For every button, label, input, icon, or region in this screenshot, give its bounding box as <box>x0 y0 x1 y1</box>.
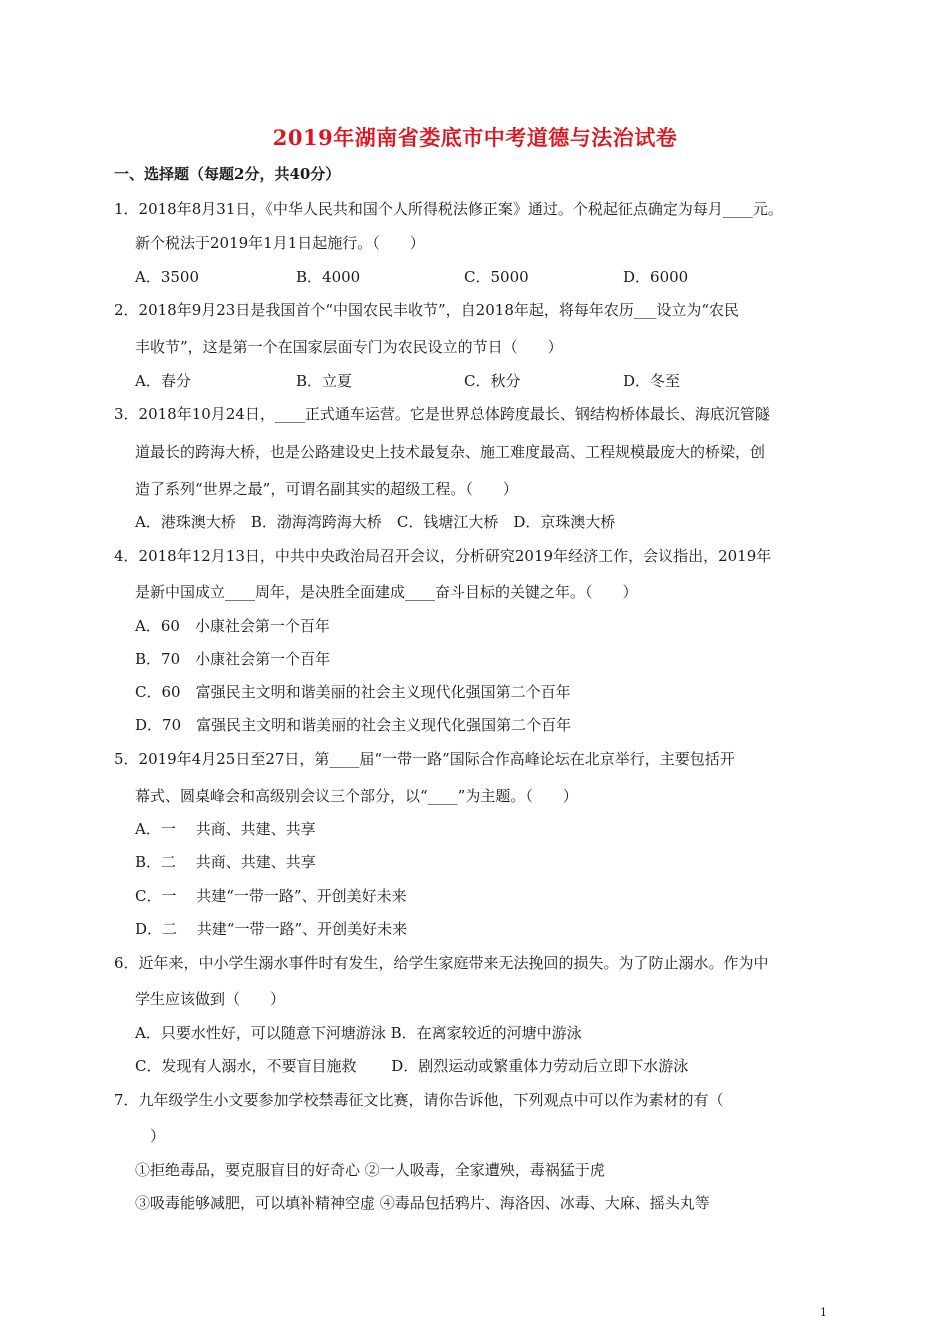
question-6-line-2: 学生应该做到（ ） <box>135 990 286 1008</box>
question-5-option-b: B．二 共商、共建、共享 <box>135 853 316 871</box>
question-3-options: A．港珠澳大桥 B．渤海湾跨海大桥 C．钱塘江大桥 D．京珠澳大桥 <box>135 513 616 531</box>
document-title: 2019年湖南省娄底市中考道德与法治试卷 <box>272 125 678 150</box>
question-7-line-1: 7．九年级学生小文要参加学校禁毒征文比赛，请你告诉他，下列观点中可以作为素材的有（ <box>114 1091 724 1109</box>
question-1-line-1: 1．2018年8月31日，《中华人民共和国个人所得税法修正案》通过。个税起征点确定为每月____元。 <box>114 200 783 218</box>
page-number: 1 <box>820 1306 827 1319</box>
question-1-option-b: B．4000 <box>296 268 361 286</box>
question-5-option-d: D．二 共建“一带一路”、开创美好未来 <box>135 920 408 938</box>
question-1-line-2: 新个税法于2019年1月1日起施行。（ ） <box>135 234 425 252</box>
question-7-line-2: ） <box>135 1127 166 1145</box>
question-4-line-1: 4．2018年12月13日，中共中央政治局召开会议，分析研究2019年经济工作，会议指出，2019年 <box>114 547 772 565</box>
question-3-line-1: 3．2018年10月24日，____正式通车运营。它是世界总体跨度最长、钢结构桥体最长、海底沉管隧 <box>114 405 770 423</box>
question-1-option-c: C．5000 <box>464 268 529 286</box>
question-4-option-d: D．70 富强民主文明和谐美丽的社会主义现代化强国第二个百年 <box>135 716 572 734</box>
question-5-line-2: 幕式、圆桌峰会和高级别会议三个部分，以“____”为主题。（ ） <box>135 787 578 805</box>
question-2-line-1: 2．2018年9月23日是我国首个“中国农民丰收节”，自2018年起，将每年农历___设立为“农民 <box>114 301 740 319</box>
question-4-option-c: C．60 富强民主文明和谐美丽的社会主义现代化强国第二个百年 <box>135 683 571 701</box>
question-2-line-2: 丰收节”，这是第一个在国家层面专门为农民设立的节日（ ） <box>135 338 563 356</box>
question-6-options-row-2: C．发现有人溺水，不要盲目施救 D．剧烈运动或繁重体力劳动后立即下水游泳 <box>135 1057 689 1075</box>
question-7-statements-row-1: ①拒绝毒品，要克服盲目的好奇心 ②一人吸毒，全家遭殃，毒祸猛于虎 <box>135 1161 605 1179</box>
question-1-option-a: A．3500 <box>135 268 200 286</box>
question-3-line-3: 造了系列“世界之最”，可谓名副其实的超级工程。（ ） <box>135 480 518 498</box>
question-3-line-2: 道最长的跨海大桥，也是公路建设史上技术最复杂、施工难度最高、工程规模最庞大的桥梁，创 <box>135 443 766 461</box>
question-6-options-row-1: A．只要水性好，可以随意下河塘游泳 B．在离家较近的河塘中游泳 <box>135 1024 582 1042</box>
question-6-line-1: 6．近年来，中小学生溺水事件时有发生，给学生家庭带来无法挽回的损失。为了防止溺水。作为中 <box>114 954 769 972</box>
question-2-option-c: C．秋分 <box>464 372 521 390</box>
question-2-option-b: B．立夏 <box>296 372 353 390</box>
question-1-option-d: D．6000 <box>623 268 689 286</box>
section-heading: 一、选择题（每题2分，共40分） <box>114 165 341 183</box>
question-7-statements-row-2: ③吸毒能够减肥，可以填补精神空虚 ④毒品包括鸦片、海洛因、冰毒、大麻、摇头丸等 <box>135 1194 710 1212</box>
question-2-option-a: A．春分 <box>135 372 191 390</box>
question-2-option-d: D．冬至 <box>623 372 681 390</box>
question-5-line-1: 5．2019年4月25日至27日，第____届“一带一路”国际合作高峰论坛在北京举行，主要包括开 <box>114 750 735 768</box>
question-4-line-2: 是新中国成立____周年，是决胜全面建成____奋斗目标的关键之年。（ ） <box>135 583 638 601</box>
question-5-option-c: C．一 共建“一带一路”、开创美好未来 <box>135 887 407 905</box>
question-5-option-a: A．一 共商、共建、共享 <box>135 820 316 838</box>
question-4-option-b: B．70 小康社会第一个百年 <box>135 650 331 668</box>
question-4-option-a: A．60 小康社会第一个百年 <box>135 617 330 635</box>
